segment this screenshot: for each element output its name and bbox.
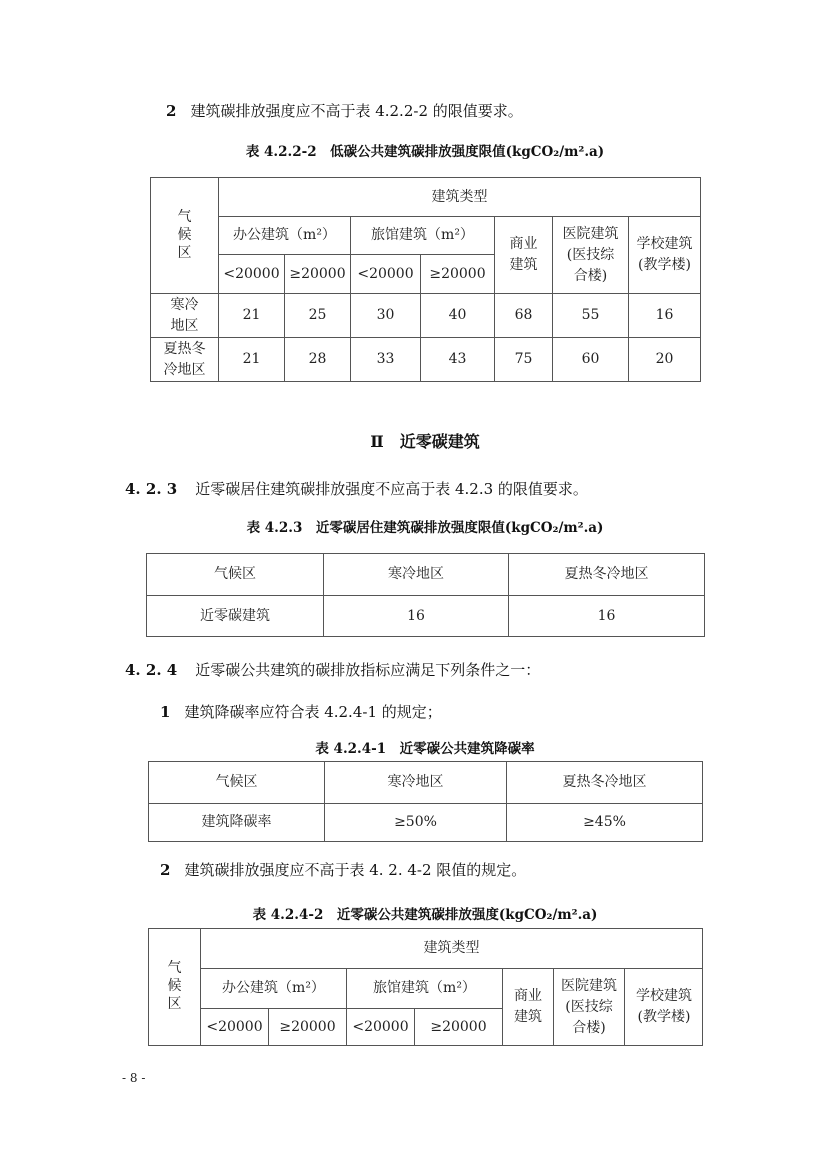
value-cell: 33 — [351, 338, 421, 382]
item-number: 2 — [166, 102, 177, 120]
table-caption: 表 4.2.3 近零碳居住建筑碳排放强度限值(kgCO₂/m².a) — [246, 520, 604, 536]
sub-header: <20000 — [219, 255, 285, 294]
value-cell: 16 — [324, 596, 509, 637]
paragraph-item-2 — [166, 100, 523, 122]
paragraph-item-2b — [160, 859, 526, 881]
clause-text: 近零碳居住建筑碳排放强度不应高于表 4.2.3 的限值要求。 — [195, 480, 588, 498]
value-cell: 75 — [495, 338, 553, 382]
table-row — [147, 596, 705, 637]
school-header — [625, 969, 703, 1046]
value-cell: 16 — [509, 596, 705, 637]
table-caption: 表 4.2.2-2 低碳公共建筑碳排放强度限值(kgCO₂/m².a) — [245, 144, 605, 160]
header-cell: 气候区 — [149, 762, 325, 804]
paragraph-item-1 — [160, 701, 442, 723]
climate-header — [151, 178, 219, 294]
commercial-header-text: 商业建筑 — [509, 236, 538, 273]
sub-header: <20000 — [347, 1009, 415, 1046]
header-cell: 夏热冬冷地区 — [509, 554, 705, 596]
value-cell: 25 — [285, 294, 351, 338]
table-row — [151, 338, 701, 382]
hotel-header: 旅馆建筑（m²） — [347, 969, 503, 1009]
row-label-cell: 近零碳建筑 — [147, 596, 324, 637]
row-label-cell: 建筑降碳率 — [149, 804, 325, 842]
value-cell: 43 — [421, 338, 495, 382]
school-header — [629, 217, 701, 294]
school-header-text: 学校建筑(教学楼) — [636, 236, 693, 273]
item-text: 建筑碳排放强度应不高于表 4. 2. 4-2 限值的规定。 — [184, 861, 527, 879]
region-cell-text: 寒冷地区 — [170, 296, 199, 334]
value-cell: 55 — [553, 294, 629, 338]
sub-header: ≥20000 — [415, 1009, 503, 1046]
value-cell: 16 — [629, 294, 701, 338]
value-cell: 30 — [351, 294, 421, 338]
office-header: 办公建筑（m²） — [201, 969, 347, 1009]
clause-number: 4. 2. 3 — [125, 480, 178, 498]
commercial-header — [503, 969, 554, 1046]
value-cell: 21 — [219, 294, 285, 338]
value-cell: 21 — [219, 338, 285, 382]
hospital-header-text: 医院建筑(医技综合楼) — [561, 977, 617, 1036]
clause-4-2-3 — [125, 478, 588, 500]
table-row — [149, 804, 703, 842]
value-cell: 40 — [421, 294, 495, 338]
office-header: 办公建筑（m²） — [219, 217, 351, 255]
building-type-header: 建筑类型 — [219, 178, 701, 217]
table-caption: 表 4.2.4-2 近零碳公共建筑碳排放强度(kgCO₂/m².a) — [252, 907, 598, 923]
sub-header: ≥20000 — [269, 1009, 347, 1046]
value-cell: ≥50% — [325, 804, 507, 842]
item-number: 1 — [160, 703, 171, 721]
climate-header-text: 气候区 — [167, 960, 182, 1012]
sub-header: ≥20000 — [285, 255, 351, 294]
section-heading: Ⅱ 近零碳建筑 — [370, 432, 480, 451]
hospital-header-text: 医院建筑(医技综合楼) — [562, 225, 619, 284]
building-type-header: 建筑类型 — [201, 929, 703, 969]
region-cell — [151, 338, 219, 382]
climate-header-text: 气候区 — [177, 208, 192, 261]
hospital-header — [554, 969, 625, 1046]
clause-number: 4. 2. 4 — [125, 661, 178, 679]
hotel-header: 旅馆建筑（m²） — [351, 217, 495, 255]
value-cell: ≥45% — [507, 804, 703, 842]
sub-header: ≥20000 — [421, 255, 495, 294]
commercial-header-text: 商业建筑 — [514, 988, 542, 1025]
value-cell: 60 — [553, 338, 629, 382]
item-number: 2 — [160, 861, 171, 879]
climate-header — [149, 929, 201, 1046]
sub-header: <20000 — [351, 255, 421, 294]
sub-header: <20000 — [201, 1009, 269, 1046]
item-text: 建筑降碳率应符合表 4.2.4-1 的规定； — [184, 703, 442, 721]
value-cell: 28 — [285, 338, 351, 382]
item-text: 建筑碳排放强度应不高于表 4.2.2-2 的限值要求。 — [190, 102, 523, 120]
clause-text: 近零碳公共建筑的碳排放指标应满足下列条件之一： — [195, 661, 541, 679]
header-cell: 夏热冬冷地区 — [507, 762, 703, 804]
near-zero-reduction-rate-table — [148, 761, 703, 842]
region-cell — [151, 294, 219, 338]
low-carbon-public-building-table — [150, 177, 701, 382]
table-row — [151, 294, 701, 338]
value-cell: 20 — [629, 338, 701, 382]
hospital-header — [553, 217, 629, 294]
school-header-text: 学校建筑(教学楼) — [636, 988, 692, 1025]
table-caption: 表 4.2.4-1 近零碳公共建筑降碳率 — [315, 741, 535, 757]
region-cell-text: 夏热冬冷地区 — [163, 340, 206, 378]
near-zero-public-intensity-table — [148, 928, 703, 1046]
value-cell: 68 — [495, 294, 553, 338]
header-cell: 气候区 — [147, 554, 324, 596]
clause-4-2-4 — [125, 659, 540, 681]
header-cell: 寒冷地区 — [325, 762, 507, 804]
near-zero-residential-table — [146, 553, 705, 637]
header-cell: 寒冷地区 — [324, 554, 509, 596]
commercial-header — [495, 217, 553, 294]
page-number: - 8 - — [122, 1071, 146, 1085]
